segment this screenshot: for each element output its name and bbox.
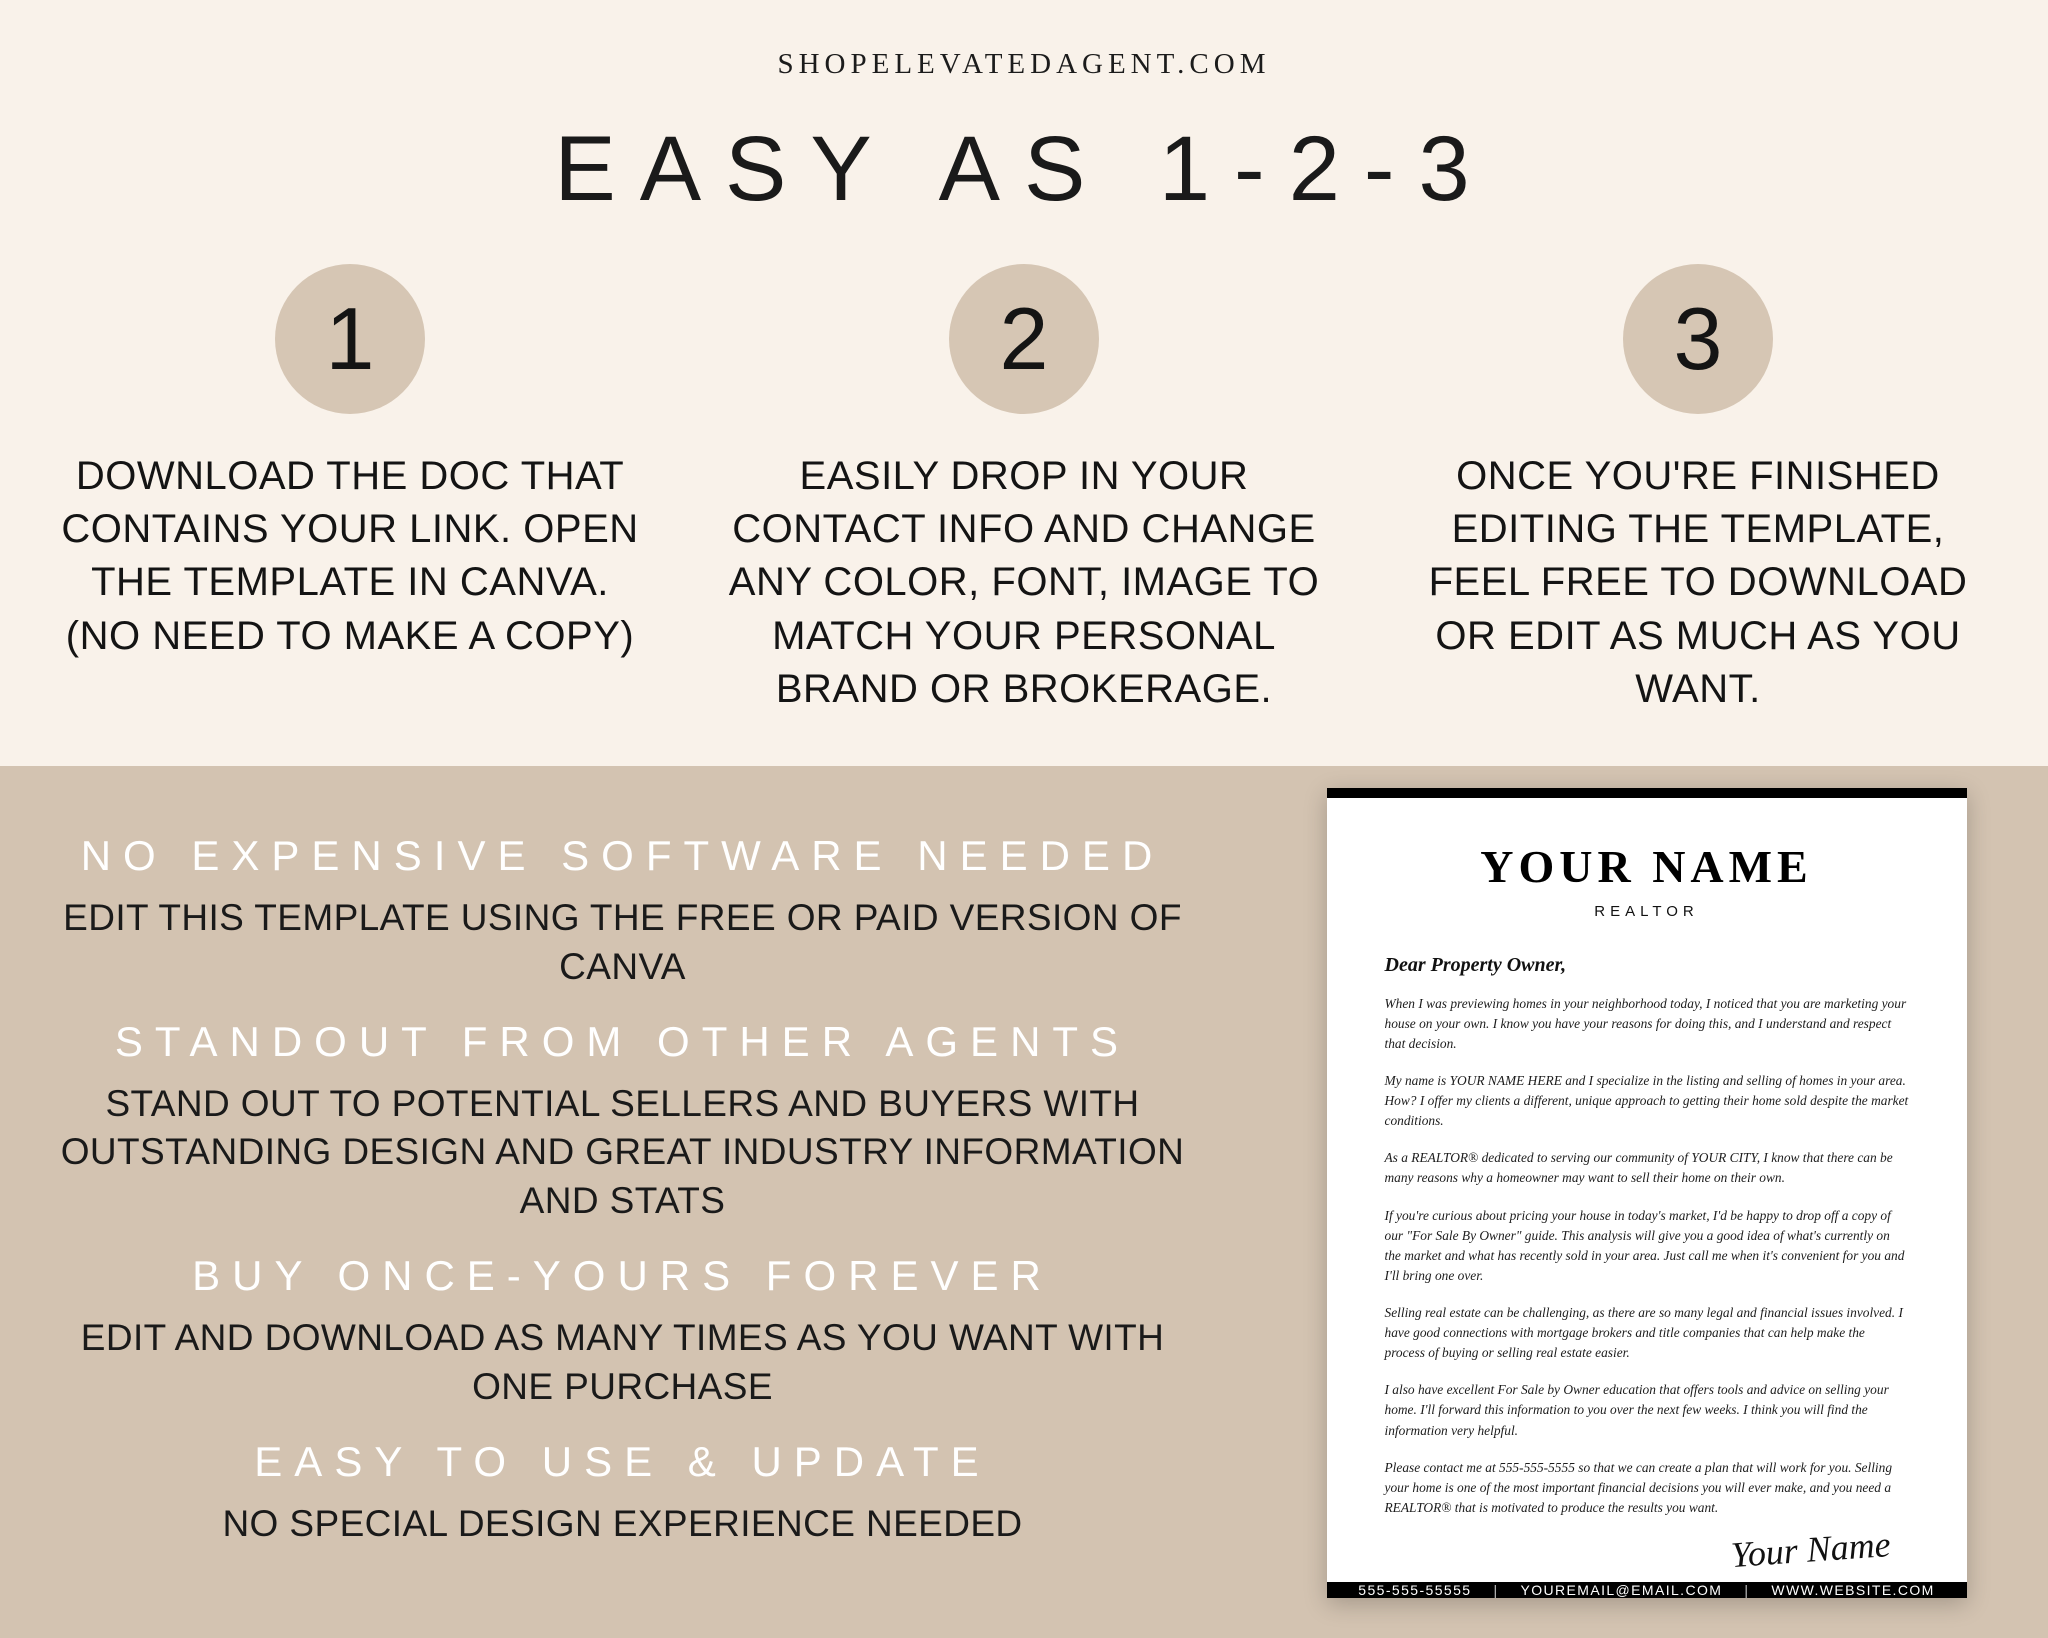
benefit-title: EASY TO USE & UPDATE <box>254 1437 991 1485</box>
benefit-item <box>50 1252 1195 1412</box>
letter-paragraph: If you're curious about pricing your house in today's market, I'd be happy to drop off a copy of our "For Sale By Owner" guide. This analysis will give you a good idea of what's currently on the market and what has recently sold in your area. Just call me when it's convenient for you and I'll bring one over. <box>1384 1207 1905 1283</box>
steps-list <box>0 264 2048 716</box>
letter-signature: Your Name <box>1729 1524 1892 1576</box>
letter-paragraph: Selling real estate can be challenging, as there are so many legal and financial issues involved. I have good connections with mortgage brokers and title companies that can help make the process of buying or selling real estate easier. <box>1384 1305 1903 1361</box>
benefit-description: NO SPECIAL DESIGN EXPERIENCE NEEDED <box>222 1502 1023 1544</box>
step-number-badge: 1 <box>275 264 425 414</box>
step-number-badge: 2 <box>949 264 1099 414</box>
letter-top-bar <box>1327 788 1967 798</box>
letter-agent-name: YOUR NAME <box>1480 840 1813 892</box>
benefit-description: STAND OUT TO POTENTIAL SELLERS AND BUYERS WITH OUTSTANDING DESIGN AND GREAT INDUSTRY INFORMATION AND STATS <box>60 1082 1185 1222</box>
benefit-item <box>50 1018 1195 1226</box>
step-item <box>30 264 670 716</box>
letter-agent-role: REALTOR <box>1594 902 1699 920</box>
step-number-badge: 3 <box>1623 264 1773 414</box>
benefit-item <box>50 1438 1195 1549</box>
step-description: EASILY DROP IN YOUR CONTACT INFO AND CHANGE ANY COLOR, FONT, IMAGE TO MATCH YOUR PERSONAL BRAND OR BROKERAGE. <box>728 454 1320 711</box>
benefits-list <box>0 766 1245 1638</box>
features-section <box>0 766 2048 1638</box>
benefit-title: NO EXPENSIVE SOFTWARE NEEDED <box>80 832 1165 879</box>
page-title: EASY AS 1-2-3 <box>554 118 1494 220</box>
letter-paragraph: When I was previewing homes in your neighborhood today, I noticed that you are marketing your house on your own. I know you have your reasons for doing this, and I understand and respect that decision. <box>1384 995 1907 1051</box>
letter-footer-phone: 555-555-55555 <box>1358 1582 1472 1598</box>
step-description: ONCE YOU'RE FINISHED EDITING THE TEMPLATE, FEEL FREE TO DOWNLOAD OR EDIT AS MUCH AS YOU WANT. <box>1428 454 1968 711</box>
benefit-item <box>50 832 1195 992</box>
step-description: DOWNLOAD THE DOC THAT CONTAINS YOUR LINK. OPEN THE TEMPLATE IN CANVA. (NO NEED TO MAKE A COPY) <box>61 454 639 658</box>
benefit-description: EDIT AND DOWNLOAD AS MANY TIMES AS YOU WANT WITH ONE PURCHASE <box>80 1317 1165 1407</box>
letter-paragraph: I also have excellent For Sale by Owner education that offers tools and advice on selling your home. I'll forward this information to you over the next few weeks. I think you will find the information very helpful. <box>1384 1382 1889 1438</box>
intro-section <box>0 0 2048 766</box>
letter-body <box>1327 798 1967 1582</box>
letter-paragraph: As a REALTOR® dedicated to serving our community of YOUR CITY, I know that there can be many reasons why a homeowner may want to sell their home on their own. <box>1384 1150 1893 1186</box>
benefit-title: STANDOUT FROM OTHER AGENTS <box>114 1017 1131 1065</box>
step-item <box>1378 264 2018 716</box>
benefit-description: EDIT THIS TEMPLATE USING THE FREE OR PAID VERSION OF CANVA <box>63 897 1182 987</box>
letter-preview <box>1327 788 1967 1598</box>
step-item <box>704 264 1344 716</box>
letter-footer-website: WWW.WEBSITE.COM <box>1771 1582 1935 1598</box>
letter-paragraph: Please contact me at 555-555-5555 so that we can create a plan that will work for you. Selling your home is one of the most important financial decisions you will ever make, and you need a REALTOR® that is motivated to produce the results you want. <box>1384 1459 1893 1515</box>
letter-footer-email: YOUREMAIL@EMAIL.COM <box>1520 1582 1723 1598</box>
letter-paragraph: My name is YOUR NAME HERE and I specialize in the listing and selling of homes in your area. How? I offer my clients a different, unique approach to getting their home sold despite the market conditions. <box>1384 1073 1909 1129</box>
benefit-title: BUY ONCE-YOURS FOREVER <box>192 1252 1053 1300</box>
letter-footer-separator: | <box>1493 1582 1499 1598</box>
letter-preview-wrapper <box>1245 766 2048 1638</box>
letter-salutation: Dear Property Owner, <box>1384 953 1567 976</box>
letter-footer-separator: | <box>1744 1582 1750 1598</box>
site-url: SHOPELEVATEDAGENT.COM <box>777 48 1271 80</box>
